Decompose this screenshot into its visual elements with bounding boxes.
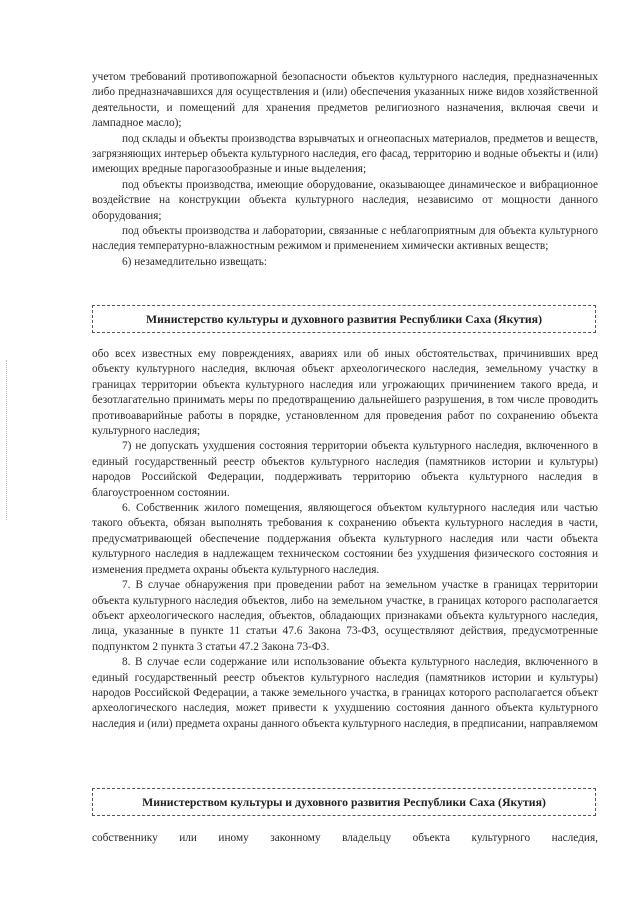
paragraph: собственнику или иному законному владельцу объекта культурного наследия, [92, 832, 598, 844]
text-block-top [92, 70, 598, 270]
paragraph: под склады и объекты производства взрывчатых и огнеопасных материалов, предметов и веществ, загрязняющих интерьер объекта культурного наследия, его фасад, территорию и водные объекты и (или) имеющих вредные парогазообразные и иные выделения; [92, 132, 598, 176]
paragraph: учетом требований противопожарной безопасности объектов культурного наследия, предназначенных либо предназначавшихся для осуществления и (или) обеспечения указанных ниже видов хозяйственной деятельности, и помещений для хранения предметов религиозного назначения, включая свечи и лампадное масло); [92, 71, 598, 130]
paragraph: 8. В случае если содержание или использование объекта культурного наследия, включенного в единый государственный реестр объектов культурного наследия (памятников истории и культуры) народов Российской Федерации, а также земельного участка, в границах которого располагается объект археологического наследия, может привести к ухудшению состояния данного объекта культурного наследия и (или) предмета охраны данного объекта культурного наследия, в предписании, направляемом [92, 656, 598, 730]
ministry-stamp-2: Министерством культуры и духовного развития Республики Саха (Якутия) [92, 788, 596, 816]
ministry-stamp: Министерство культуры и духовного развития Республики Саха (Якутия) [92, 305, 596, 333]
paragraph: под объекты производства, имеющие оборудование, оказывающее динамическое и вибрационное воздействие на конструкции объекта культурного наследия, независимо от мощности данного оборудования; [92, 178, 598, 222]
paragraph: 7. В случае обнаружения при проведении работ на земельном участке в границах территории объекта культурного наследия объектов, либо на земельном участке, в границах которого располагается объект археологического наследия, объектов, обладающих признаками объекта культурного наследия, лица, указанные в пункте 11 статьи 47.6 Закона 73-ФЗ, осуществляют действия, предусмотренные подпунктом 2 пункта 3 статьи 47.2 Закона 73-ФЗ. [92, 579, 598, 653]
paragraph: обо всех известных ему повреждениях, авариях или об иных обстоятельствах, причинивших вред объекту культурного наследия, включая объект археологического наследия, земельному участку в границах территории объекта культурного наследия или угрожающих причинением такого вреда, и безотлагательно принимать меры по предотвращению дальнейшего разрушения, в том числе проводить противоаварийные работы в порядке, установленном для проведения работ по сохранению объекта культурного наследия; [92, 348, 598, 438]
scan-margin-marks [6, 360, 10, 520]
paragraph: под объекты производства и лаборатории, связанные с неблагоприятным для объекта культурного наследия температурно-влажностным режимом и применением химически активных веществ; [92, 225, 598, 253]
text-block-bottom [92, 831, 598, 846]
text-block-middle [92, 347, 598, 732]
paragraph: 7) не допускать ухудшения состояния территории объекта культурного наследия, включенного в единый государственный реестр объектов культурного наследия (памятников истории и культуры) народов Российской Федерации, поддерживать территорию объекта культурного наследия в благоустроенном состоянии. [92, 440, 598, 499]
paragraph: 6. Собственник жилого помещения, являющегося объектом культурного наследия или частью такого объекта, обязан выполнять требования к сохранению объекта культурного наследия в части, предусматривающей обеспечение поддержания объекта культурного наследия или части объекта культурного наследия в надлежащем техническом состоянии без ухудшения физического состояния и изменения предмета охраны объекта культурного наследия. [92, 502, 598, 576]
paragraph: 6) незамедлительно извещать: [122, 255, 268, 268]
